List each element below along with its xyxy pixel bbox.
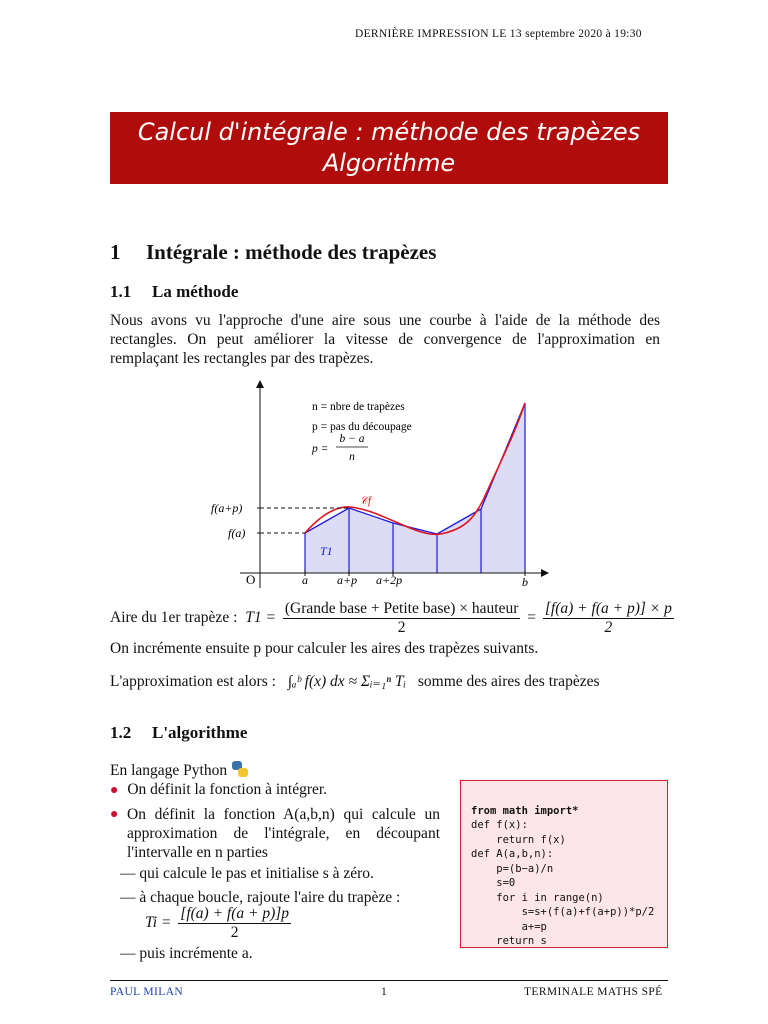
footer-rule <box>110 980 668 981</box>
y-label-f-a-p: f(a+p) <box>211 501 243 515</box>
document-title <box>110 112 668 184</box>
y-label-f-a: f(a) <box>228 526 246 540</box>
x-label-a-2p: a+2p <box>376 573 403 587</box>
approx-integral: ∫ₐᵇ f(x) dx ≈ Σᵢ₌₁ⁿ Tᵢ <box>287 673 406 690</box>
ti-formula <box>145 905 294 942</box>
bullet-dot: ● <box>110 807 119 822</box>
python-code-box <box>460 780 668 948</box>
footer-course: TERMINALE MATHS SPÉ <box>524 986 663 998</box>
legend-p: p = pas du découpage <box>312 421 412 433</box>
subsection-number: 1.1 <box>110 282 132 301</box>
x-label-a: a <box>302 573 308 587</box>
subsection-number: 1.2 <box>110 723 132 742</box>
code-line: s=s+(f(a)+f(a+p))*p/2 <box>471 906 655 918</box>
aire-t1: T1 = <box>245 609 276 627</box>
section-1-heading <box>110 240 436 265</box>
language-line <box>110 760 249 780</box>
dash-1-text: qui calcule le pas et initialise s à zéro. <box>139 865 374 882</box>
t1-label: T1 <box>320 544 333 558</box>
title-line-1: Calcul d'intégrale : méthode des trapèzes <box>137 118 641 146</box>
legend-n: n = nbre de trapèzes <box>312 401 405 413</box>
python-icon <box>231 760 249 778</box>
code-line: def A(a,b,n): <box>471 848 554 860</box>
legend-p-eq: p = <box>312 443 329 455</box>
footer-author: PAUL MILAN <box>110 986 184 998</box>
code-line: return f(x) <box>471 833 566 846</box>
subsection-1-1-heading <box>110 282 238 302</box>
approx-suffix: somme des aires des trapèzes <box>417 673 600 690</box>
language-text: En langage Python <box>110 762 228 779</box>
ti-lhs: Ti = <box>145 914 172 932</box>
dash-2: — à chaque boucle, rajoute l'aire du trapèze : <box>120 889 401 906</box>
fraction-2-numerator: [f(a) + f(a + p)] × p <box>544 600 672 617</box>
subsection-title: L'algorithme <box>152 723 248 742</box>
fraction-1-numerator: (Grande base + Petite base) × hauteur <box>284 600 519 617</box>
approx-line <box>110 672 600 691</box>
aire-formula <box>110 600 677 637</box>
dash-2-text: à chaque boucle, rajoute l'aire du trapèze : <box>139 889 401 906</box>
dash-1: — qui calcule le pas et initialise s à zéro. <box>120 865 374 882</box>
x-label-b: b <box>522 575 528 589</box>
intro-paragraph: Nous avons vu l'approche d'une aire sous une courbe à l'aide de la méthode des rectangles. On peut améliorer la vitesse de convergence de l'approximation en remplaçant les rectangles par des trapèzes. <box>110 312 660 367</box>
aire-fraction-1 <box>283 600 521 637</box>
section-number: 1 <box>110 240 121 264</box>
trapezes-figure <box>200 378 550 593</box>
code-line: from math import* <box>471 804 579 817</box>
code-line: for i in range(n) <box>471 891 604 904</box>
code-line: p=(b−a)/n <box>471 862 554 875</box>
code-line: def f(x): <box>471 819 528 831</box>
code-line: a+=p <box>471 920 547 933</box>
aire-prefix: Aire du 1er trapèze : <box>110 609 238 627</box>
subsection-1-2-heading <box>110 723 247 743</box>
print-date-header: DERNIÈRE IMPRESSION LE 13 septembre 2020 à 19:30 <box>355 28 642 40</box>
bullet-1 <box>110 780 327 800</box>
code-line: s=0 <box>471 877 516 889</box>
subsection-title: La méthode <box>152 282 239 301</box>
x-label-a-p: a+p <box>337 573 358 587</box>
legend-p-num: b − a <box>339 433 365 445</box>
aire-fraction-2 <box>543 600 674 637</box>
dash-3-text: puis incrémente a. <box>139 945 253 962</box>
footer-page-number: 1 <box>381 986 388 998</box>
bullet-1-text: On définit la fonction à intégrer. <box>127 781 328 798</box>
bullet-dot: ● <box>110 783 119 798</box>
origin-label: O <box>246 572 256 587</box>
ti-denominator: 2 <box>230 924 239 941</box>
dash-3: — puis incrémente a. <box>120 945 253 962</box>
ti-fraction <box>178 905 291 942</box>
fraction-2-denominator: 2 <box>604 619 613 636</box>
code-line: return s <box>471 935 547 947</box>
approx-prefix: L'approximation est alors : <box>110 673 276 690</box>
aire-equals: = <box>527 609 537 627</box>
ti-numerator: [f(a) + f(a + p)]p <box>180 905 290 922</box>
increment-line: On incrémente ensuite p pour calculer les aires des trapèzes suivants. <box>110 640 539 657</box>
title-line-2: Algorithme <box>322 149 456 177</box>
fraction-1-denominator: 2 <box>397 619 406 636</box>
legend-p-den: n <box>349 451 355 463</box>
curve-label: 𝒞f <box>360 495 372 507</box>
bullet-2 <box>110 805 440 862</box>
section-title: Intégrale : méthode des trapèzes <box>146 240 437 264</box>
bullet-2-text: On définit la fonction A(a,b,n) qui calcule un approximation de l'intégrale, en découpant l'intervalle en n parties <box>127 806 440 861</box>
